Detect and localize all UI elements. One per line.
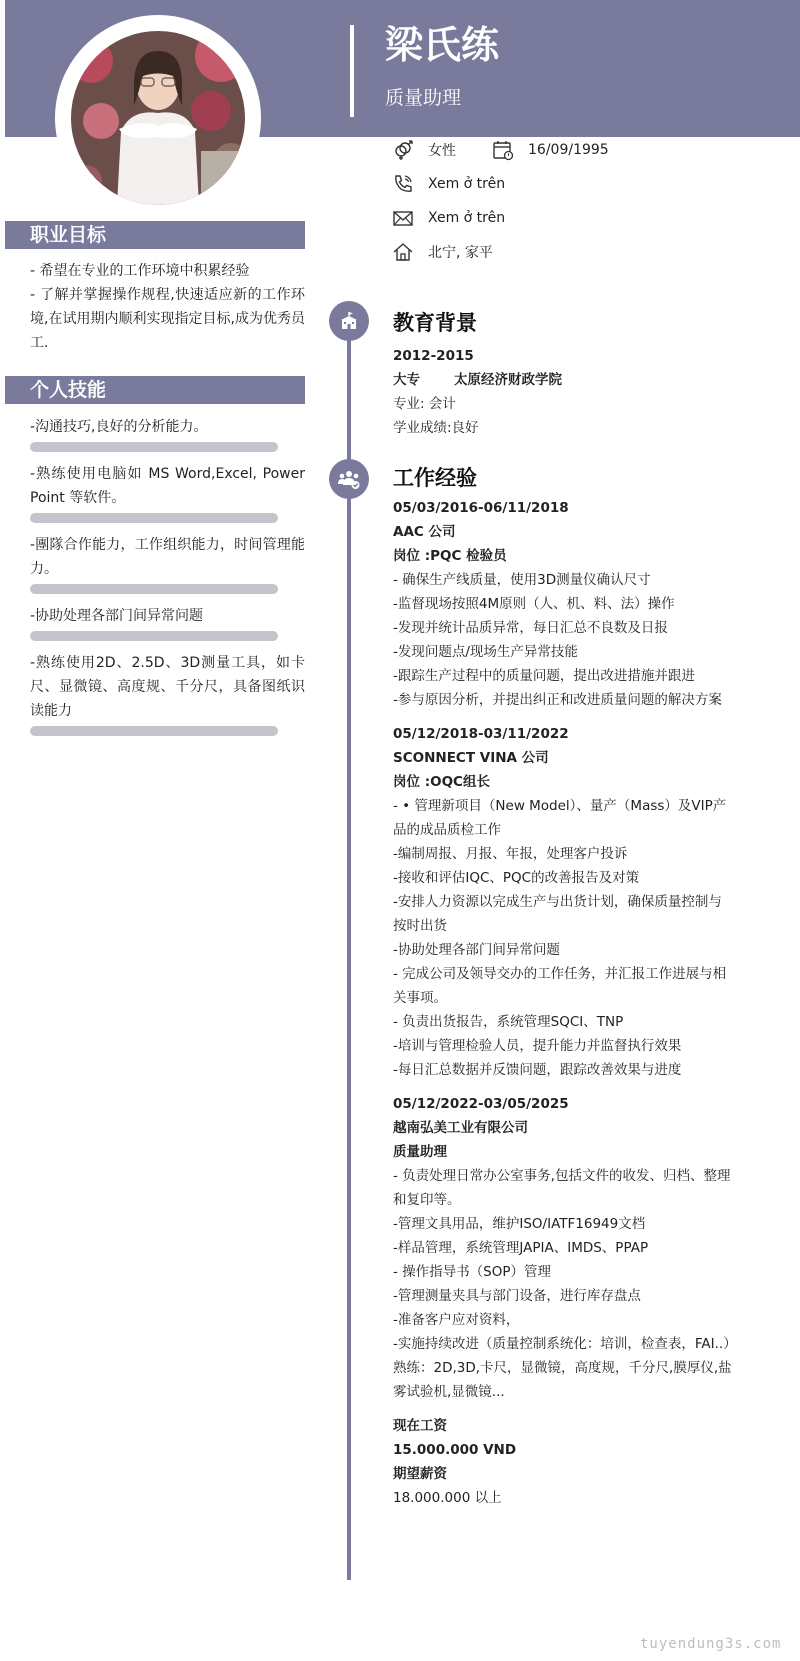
gender-value: 女性 [428,143,456,159]
job-duty: -准备客户应对资料， [393,1312,520,1328]
job-duty: -每日汇总数据并反馈问题，跟踪改善效果与进度 [393,1062,682,1078]
job-duty: 熟练：2D,3D,卡尺，显微镜，高度规，千分尺,膜厚仪,盐雾试验机,显微镜... [393,1360,732,1400]
experience-list [393,496,737,1510]
education-period: 2012-2015 [393,348,474,364]
job-position: 质量助理 [393,1144,447,1160]
school-icon [329,301,369,341]
calendar-icon [490,137,516,163]
experience-heading: 工作经验 [393,466,477,490]
job-duty: -培训与管理检验人员，提升能力并监督执行效果 [393,1038,682,1054]
email-icon [390,205,416,231]
career-goal-heading: 职业目标 [5,221,305,249]
skill-item: -熟练使用2D、2.5D、3D测量工具，如卡尺、显微镜、高度规、千分尺，具备图纸识读能力 [30,655,305,719]
skill-bar [30,584,278,594]
job-period: 05/12/2022-03/05/2025 [393,1096,569,1112]
job-duty: -实施持续改进（质量控制系统化：培训，检查表，FAI..） [393,1336,737,1352]
email-row [390,205,505,231]
skill-bar [30,513,278,523]
address-value: 北宁, 家平 [428,245,493,261]
career-goal-line: - 了解并掌握操作规程,快速适应新的工作环境,在试用期内顺利实现指定目标,成为优秀员工. [30,287,305,351]
job-company: AAC 公司 [393,524,456,540]
job-duty: -参与原因分析，并提出纠正和改进质量问题的解决方案 [393,692,722,708]
job-period: 05/12/2018-03/11/2022 [393,726,569,742]
job-duty: -监督现场按照4M原则（人、机、料、法）操作 [393,596,675,612]
job-company: 越南弘美工业有限公司 [393,1120,528,1136]
job-company: SCONNECT VINA 公司 [393,750,549,766]
skill-item: -團隊合作能力，工作组织能力，时间管理能力。 [30,537,305,577]
gender-icon [390,137,416,163]
skills-heading: 个人技能 [5,376,305,404]
phone-row [390,171,505,197]
career-goal-text [30,259,305,355]
education-degree-school [393,368,733,392]
email-value: Xem ở trên [428,210,506,226]
team-icon [329,459,369,499]
header-divider [350,25,354,117]
education-grade: 学业成绩:良好 [393,420,479,436]
job-duty: -安排人力资源以完成生产与出货计划，确保质量控制与按时出货 [393,894,722,934]
career-goal-line: - 希望在专业的工作环境中积累经验 [30,263,250,279]
watermark: tuyendung3s.com [640,1636,782,1652]
expected-salary-label: 期望薪资 [393,1466,447,1482]
job-duty: - 确保生产线质量，使用3D测量仪确认尺寸 [393,572,651,588]
job-period: 05/03/2016-06/11/2018 [393,500,569,516]
skill-item: -协助处理各部门间异常问题 [30,608,204,624]
address-row [390,239,493,265]
birthdate-row [490,137,609,163]
job-title: 质量助理 [385,87,462,109]
skill-bar [30,631,278,641]
job-duty: - • 管理新项目（New Model）、量产（Mass）及VIP产品的成品质检工作 [393,798,727,838]
job-duty: - 负责处理日常办公室事务,包括文件的收发、归档、整理和复印等。 [393,1168,731,1208]
job-duty: -编制周报、月报、年报，处理客户投诉 [393,846,628,862]
birthdate-value: 16/09/1995 [528,142,609,158]
education-heading: 教育背景 [393,311,477,335]
job-duty: -发现并统计品质异常，每日汇总不良数及日报 [393,620,668,636]
education-block [393,344,733,440]
job-position: 岗位 :OQC组长 [393,774,490,790]
job-duty: - 操作指导书（SOP）管理 [393,1264,551,1280]
job-position: 岗位 :PQC 检验员 [393,548,507,564]
skill-item: -沟通技巧,良好的分析能力。 [30,419,208,435]
job-duty: -管理文具用品，维护ISO/IATF16949文档 [393,1216,646,1232]
current-salary-value: 15.000.000 VND [393,1442,517,1458]
phone-value: Xem ở trên [428,176,506,192]
job-duty: -接收和评估IQC、PQC的改善报告及对策 [393,870,640,886]
job-duty: -协助处理各部门间异常问题 [393,942,560,958]
phone-icon [390,171,416,197]
expected-salary-value: 18.000.000 以上 [393,1490,502,1506]
skill-bar [30,442,278,452]
timeline-line [347,320,351,1580]
candidate-name: 梁氏练 [385,23,500,67]
gender-row [390,137,456,163]
job-duty: -管理测量夹具与部门设备，进行库存盘点 [393,1288,641,1304]
current-salary-label: 现在工资 [393,1418,447,1434]
skill-item: -熟练使用电脑如 MS Word,Excel, Power Point 等软件。 [30,466,305,506]
job-duty: -发现问题点/现场生产异常技能 [393,644,578,660]
education-school: 太原经济财政学院 [454,372,562,388]
skill-bar [30,726,278,736]
avatar [71,31,245,205]
job-duty: -跟踪生产过程中的质量问题，提出改进措施并跟进 [393,668,695,684]
job-duty: - 完成公司及领导交办的工作任务，并汇报工作进展与相关事项。 [393,966,727,1006]
education-degree: 大专 [393,372,420,388]
job-duty: -样品管理，系统管理JAPIA、IMDS、PPAP [393,1240,649,1256]
home-icon [390,239,416,265]
job-duty: - 负责出货报告，系统管理SQCI、TNP [393,1014,624,1030]
education-major: 专业: 会计 [393,396,456,412]
